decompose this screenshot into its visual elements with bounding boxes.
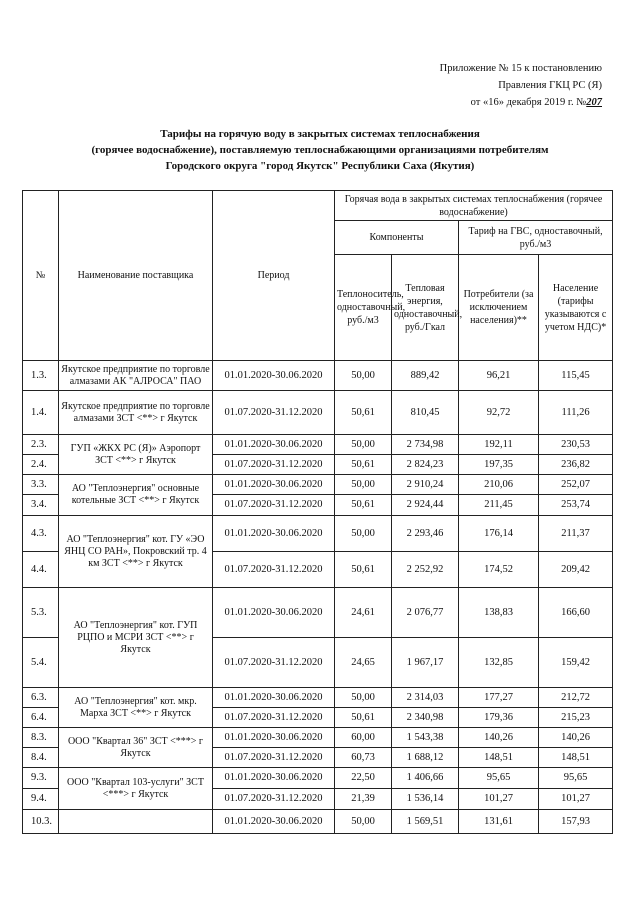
- row-consumers: 95,65: [459, 768, 539, 789]
- supplier-name: АО "Теплоэнергия" основные котельные ЗСТ <**> г Якутск: [59, 475, 213, 516]
- table-row: [23, 728, 613, 748]
- table-row: [23, 361, 613, 391]
- row-period: 01.07.2020-31.12.2020: [213, 391, 335, 435]
- title-line-1: Тарифы на горячую воду в закрытых системах теплоснабжения: [160, 128, 480, 140]
- row-consumers: 132,85: [459, 638, 539, 688]
- row-period: 01.01.2020-30.06.2020: [213, 516, 335, 552]
- supplier-name: АО "Теплоэнергия" кот. мкр. Марха ЗСТ <**> г Якутск: [59, 688, 213, 728]
- row-carrier: 50,00: [335, 435, 392, 455]
- row-population: 252,07: [539, 475, 613, 495]
- row-carrier: 21,39: [335, 789, 392, 810]
- row-consumers: 174,52: [459, 552, 539, 588]
- row-population: 140,26: [539, 728, 613, 748]
- row-energy: 1 967,17: [392, 638, 459, 688]
- row-energy: 1 536,14: [392, 789, 459, 810]
- row-consumers: 101,27: [459, 789, 539, 810]
- row-num: 5.3.: [23, 588, 59, 638]
- row-population: 236,82: [539, 455, 613, 475]
- row-num: 3.3.: [23, 475, 59, 495]
- row-consumers: 179,36: [459, 708, 539, 728]
- supplier-name-empty: [59, 810, 213, 834]
- row-period: 01.07.2020-31.12.2020: [213, 552, 335, 588]
- row-period: 01.07.2020-31.12.2020: [213, 748, 335, 768]
- row-carrier: 60,73: [335, 748, 392, 768]
- row-energy: 2 293,46: [392, 516, 459, 552]
- row-period: 01.01.2020-30.06.2020: [213, 475, 335, 495]
- row-population: 166,60: [539, 588, 613, 638]
- table-row: [23, 588, 613, 638]
- row-consumers: 148,51: [459, 748, 539, 768]
- row-num: 8.4.: [23, 748, 59, 768]
- row-energy: 810,45: [392, 391, 459, 435]
- appendix-line-1: Приложение № 15 к постановлению: [439, 63, 602, 74]
- row-consumers: 176,14: [459, 516, 539, 552]
- appendix-line-3: [440, 94, 602, 111]
- table-row: [23, 475, 613, 495]
- row-carrier: 60,00: [335, 728, 392, 748]
- row-num: 1.3.: [23, 361, 59, 391]
- supplier-name: Якутское предприятие по торговле алмазами АК "АЛРОСА" ПАО: [59, 361, 213, 391]
- row-num: 6.4.: [23, 708, 59, 728]
- row-carrier: 50,00: [335, 810, 392, 834]
- row-consumers: 138,83: [459, 588, 539, 638]
- row-num: 2.4.: [23, 455, 59, 475]
- row-period: 01.07.2020-31.12.2020: [213, 638, 335, 688]
- table-row: [23, 768, 613, 789]
- header-supplier: Наименование поставщика: [59, 191, 213, 361]
- row-population: 95,65: [539, 768, 613, 789]
- row-population: 215,23: [539, 708, 613, 728]
- row-period: 01.01.2020-30.06.2020: [213, 768, 335, 789]
- row-population: 159,42: [539, 638, 613, 688]
- row-energy: 1 688,12: [392, 748, 459, 768]
- header-period: Период: [213, 191, 335, 361]
- row-population: 111,26: [539, 391, 613, 435]
- row-consumers: 197,35: [459, 455, 539, 475]
- row-energy: 889,42: [392, 361, 459, 391]
- row-consumers: 192,11: [459, 435, 539, 455]
- row-carrier: 50,61: [335, 552, 392, 588]
- row-num: 9.3.: [23, 768, 59, 789]
- row-energy: 1 543,38: [392, 728, 459, 748]
- header-consumers: Потребители (за исключением населения)**: [459, 255, 539, 361]
- table-row: [23, 391, 613, 435]
- header-tariff: Тариф на ГВС, одноставочный, руб./м3: [459, 221, 613, 255]
- row-period: 01.01.2020-30.06.2020: [213, 688, 335, 708]
- row-energy: 2 924,44: [392, 495, 459, 516]
- row-consumers: 131,61: [459, 810, 539, 834]
- supplier-name: ГУП «ЖКХ РС (Я)» Аэропорт ЗСТ <**> г Якутск: [59, 435, 213, 475]
- row-num: 4.4.: [23, 552, 59, 588]
- row-num: 2.3.: [23, 435, 59, 455]
- supplier-name: Якутское предприятие по торговле алмазами ЗСТ <**> г Якутск: [59, 391, 213, 435]
- appendix-line-2: Правления ГКЦ РС (Я): [498, 80, 602, 91]
- row-consumers: 96,21: [459, 361, 539, 391]
- row-carrier: 24,65: [335, 638, 392, 688]
- row-num: 6.3.: [23, 688, 59, 708]
- row-energy: 1 569,51: [392, 810, 459, 834]
- row-population: 212,72: [539, 688, 613, 708]
- row-num: 1.4.: [23, 391, 59, 435]
- row-num: 10.3.: [23, 810, 59, 834]
- row-carrier: 50,61: [335, 495, 392, 516]
- row-carrier: 50,61: [335, 391, 392, 435]
- document-title: [40, 126, 600, 174]
- row-num: 4.3.: [23, 516, 59, 552]
- row-period: 01.01.2020-30.06.2020: [213, 728, 335, 748]
- header-num: №: [23, 191, 59, 361]
- row-carrier: 24,61: [335, 588, 392, 638]
- row-carrier: 50,61: [335, 455, 392, 475]
- appendix-date: от «16» декабря 2019 г. №: [470, 97, 587, 108]
- row-period: 01.07.2020-31.12.2020: [213, 789, 335, 810]
- row-consumers: 177,27: [459, 688, 539, 708]
- table-row: [23, 435, 613, 455]
- title-line-3: Городского округа "город Якутск" Республики Саха (Якутия): [165, 160, 475, 172]
- supplier-name: АО "Теплоэнергия" кот. ГУ «ЭО ЯНЦ СО РАН», Покровский тр. 4 км ЗСТ <**> г Якутск: [59, 516, 213, 588]
- row-consumers: 211,45: [459, 495, 539, 516]
- row-carrier: 50,00: [335, 475, 392, 495]
- row-carrier: 22,50: [335, 768, 392, 789]
- row-population: 211,37: [539, 516, 613, 552]
- header-population: Население (тарифы указываются с учетом НДС)*: [539, 255, 613, 361]
- row-period: 01.01.2020-30.06.2020: [213, 588, 335, 638]
- row-carrier: 50,00: [335, 516, 392, 552]
- row-carrier: 50,00: [335, 361, 392, 391]
- header-heat-energy: Тепловая энергия, одноставочный, руб./Гкал: [392, 255, 459, 361]
- row-energy: 2 824,23: [392, 455, 459, 475]
- supplier-name: АО "Теплоэнергия" кот. ГУП РЦПО и МСРИ ЗСТ <**> г Якутск: [59, 588, 213, 688]
- row-period: 01.07.2020-31.12.2020: [213, 708, 335, 728]
- header-components: Компоненты: [335, 221, 459, 255]
- row-population: 115,45: [539, 361, 613, 391]
- row-num: 8.3.: [23, 728, 59, 748]
- row-energy: 2 734,98: [392, 435, 459, 455]
- row-num: 5.4.: [23, 638, 59, 688]
- row-population: 157,93: [539, 810, 613, 834]
- row-energy: 1 406,66: [392, 768, 459, 789]
- row-energy: 2 910,24: [392, 475, 459, 495]
- row-population: 148,51: [539, 748, 613, 768]
- row-period: 01.01.2020-30.06.2020: [213, 810, 335, 834]
- row-period: 01.07.2020-31.12.2020: [213, 455, 335, 475]
- table-row: [23, 810, 613, 834]
- tariffs-table: [22, 190, 613, 834]
- row-energy: 2 076,77: [392, 588, 459, 638]
- appendix-number: 207: [586, 97, 602, 108]
- table-row: [23, 516, 613, 552]
- row-energy: 2 340,98: [392, 708, 459, 728]
- header-heat-carrier: Теплоноситель, одноставочный, руб./м3: [335, 255, 392, 361]
- row-consumers: 92,72: [459, 391, 539, 435]
- supplier-name: ООО "Квартал 103-услуги" ЗСТ <***> г Якутск: [59, 768, 213, 810]
- table-row: [23, 688, 613, 708]
- row-energy: 2 252,92: [392, 552, 459, 588]
- row-num: 9.4.: [23, 789, 59, 810]
- row-population: 230,53: [539, 435, 613, 455]
- row-consumers: 140,26: [459, 728, 539, 748]
- row-carrier: 50,61: [335, 708, 392, 728]
- row-consumers: 210,06: [459, 475, 539, 495]
- appendix-note: [440, 60, 602, 111]
- row-period: 01.01.2020-30.06.2020: [213, 435, 335, 455]
- row-period: 01.01.2020-30.06.2020: [213, 361, 335, 391]
- row-energy: 2 314,03: [392, 688, 459, 708]
- row-population: 101,27: [539, 789, 613, 810]
- header-group: Горячая вода в закрытых системах теплоснабжения (горячее водоснабжение): [335, 191, 613, 221]
- row-num: 3.4.: [23, 495, 59, 516]
- title-line-2: (горячее водоснабжение), поставляемую теплоснабжающими организациями потребителям: [91, 144, 549, 156]
- row-carrier: 50,00: [335, 688, 392, 708]
- row-period: 01.07.2020-31.12.2020: [213, 495, 335, 516]
- row-population: 253,74: [539, 495, 613, 516]
- row-population: 209,42: [539, 552, 613, 588]
- supplier-name: ООО "Квартал 36" ЗСТ <***> г Якутск: [59, 728, 213, 768]
